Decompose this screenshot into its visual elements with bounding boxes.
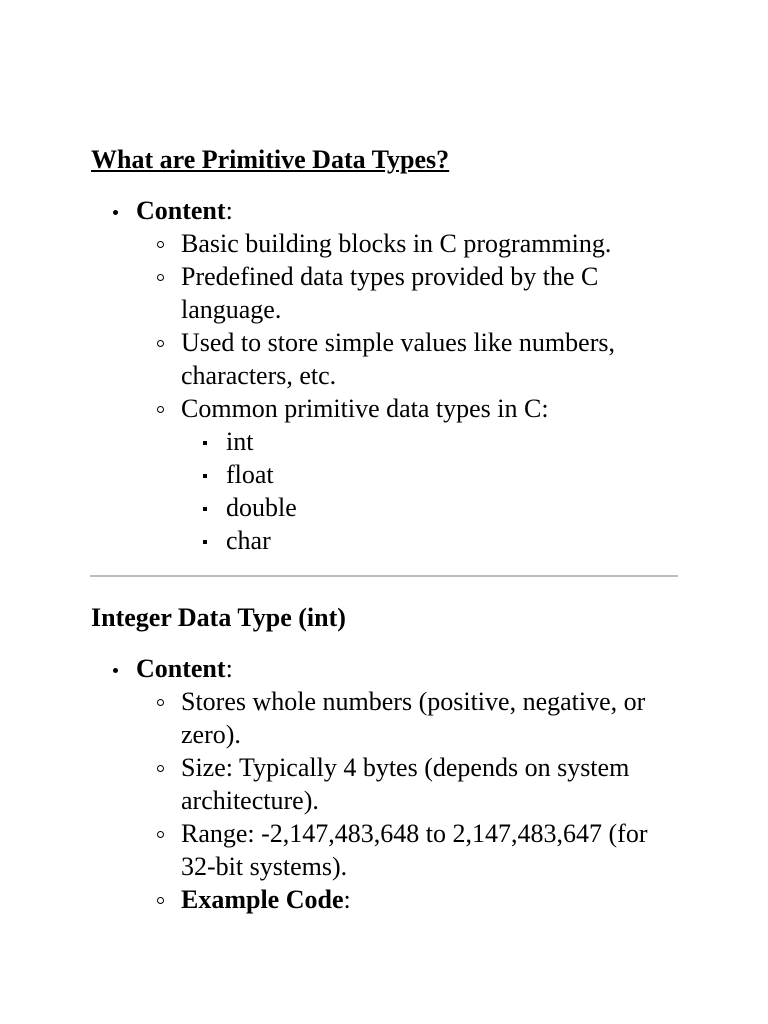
content-label: Content bbox=[136, 654, 226, 683]
type-list bbox=[181, 425, 681, 557]
list-item-example bbox=[136, 883, 681, 916]
list-item-text: Range: -2,147,483,648 to 2,147,483,647 (for 32-bit systems). bbox=[181, 819, 648, 881]
list-item bbox=[136, 685, 681, 751]
document-content bbox=[91, 143, 681, 916]
type-item bbox=[181, 425, 681, 458]
list-item-text: Size: Typically 4 bytes (depends on system architecture). bbox=[181, 753, 630, 815]
list-item bbox=[136, 260, 681, 326]
bullet-list bbox=[91, 194, 681, 557]
type-item bbox=[181, 458, 681, 491]
list-item-content bbox=[91, 194, 681, 557]
list-item-text: Common primitive data types in C: bbox=[181, 394, 549, 423]
example-colon: : bbox=[343, 885, 351, 914]
list-item bbox=[136, 326, 681, 392]
list-item-text: Stores whole numbers (positive, negative, or zero). bbox=[181, 687, 646, 749]
example-label: Example Code bbox=[181, 885, 344, 914]
section-integer-data-type bbox=[91, 601, 681, 916]
list-item bbox=[136, 751, 681, 817]
content-label: Content bbox=[136, 196, 226, 225]
type-item bbox=[181, 524, 681, 557]
sub-bullet-list bbox=[136, 227, 681, 557]
content-colon: : bbox=[225, 196, 233, 225]
sub-bullet-list bbox=[136, 685, 681, 916]
type-item-text: int bbox=[226, 427, 254, 456]
list-item bbox=[136, 227, 681, 260]
section-heading: What are Primitive Data Types? bbox=[91, 145, 450, 174]
list-item-text: Predefined data types provided by the C language. bbox=[181, 262, 599, 324]
content-colon: : bbox=[225, 654, 233, 683]
list-item bbox=[136, 392, 681, 557]
list-item-text: Used to store simple values like numbers, characters, etc. bbox=[181, 328, 615, 390]
type-item-text: double bbox=[226, 493, 297, 522]
bullet-list bbox=[91, 652, 681, 916]
section-heading: Integer Data Type (int) bbox=[91, 603, 346, 632]
list-item-text: Basic building blocks in C programming. bbox=[181, 229, 612, 258]
list-item bbox=[136, 817, 681, 883]
horizontal-divider bbox=[90, 575, 678, 577]
section-primitive-data-types bbox=[91, 143, 681, 557]
type-item-text: float bbox=[226, 460, 274, 489]
type-item-text: char bbox=[226, 526, 271, 555]
type-item bbox=[181, 491, 681, 524]
list-item-content bbox=[91, 652, 681, 916]
